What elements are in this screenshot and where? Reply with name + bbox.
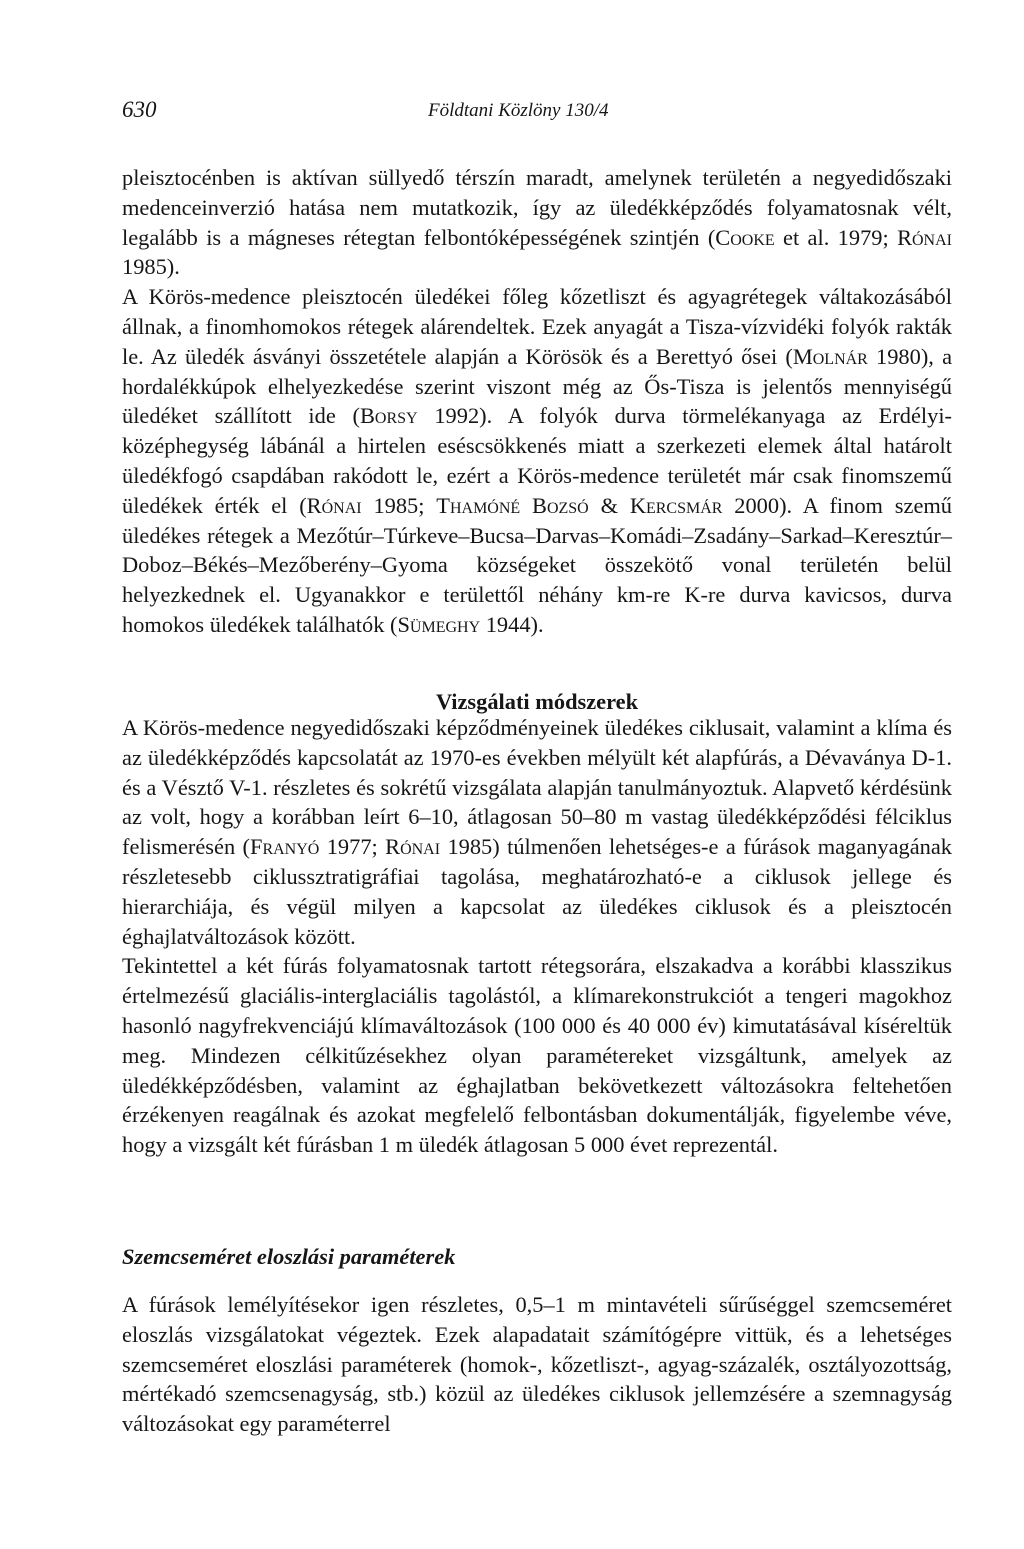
running-header [122,97,952,127]
text-run: 1985) túlmenően lehetséges-e a fúrások maganyagának részletesebb ciklussztratigráfiai tagolása, meghatározható-e a ciklusok jellege és hierarchiája, és végül milyen a kapcsolat az üledékes ciklusok és a pleisztocén éghajlatváltozások között. [122,834,952,949]
citation-author: Rónai [897,224,952,250]
citation-author: Cooke [715,224,775,250]
journal-title: Földtani Közlöny 130/4 [428,100,609,121]
text-run: 1985). [122,254,180,280]
citation-author: Rónai [306,492,362,518]
text-run: 1944). [480,611,544,637]
citation-author: Sümeghy [397,611,481,637]
text-run: 1980), a hordalékkúpok elhelyezkedése szerint viszont még az Ős-Tisza is jelentős mennyiségű üledéket szállított ide ( [122,343,953,429]
text-run: pleisztocénben is aktívan süllyedő térszín maradt, amelynek területén a negyedidőszaki medenceinverzió hatása nem mutatkozik, így az üledékképződés folyamatosnak vélt, legalább is a mágneses rétegtan felbontóképességének szintjén ( [122,165,952,250]
citation-author: Rónai [385,834,441,860]
subsection-heading-grain-size: Szemcseméret eloszlási paraméterek [122,1244,456,1269]
text-run: 1992). A folyók durva törmelékanyaga az Erdélyi-középhegység lábánál a hirtelen eséscsökkenés miatt a szerkezeti elemek által határolt üledékfogó csapdában rakódott le, ezért a Körös-medence területét már csak finomszemű üledékek érték el ( [122,403,953,518]
citation-author: Molnár [792,343,868,369]
text-run: 2000). A finom szemű üledékes rétegek a Mezőtúr–Túrkeve–Bucsa–Darvas–Komádi–Zsadány–Sarkad–Keresztúr–Doboz–Békés–Mezőberény–Gyoma községeket összekötő vonal területén belül helyezkednek el. Ugyanakkor e területtől néhány km-re K-re durva kavicsos, durva homokos üledékek találhatók ( [122,492,952,637]
citation-author: Thamóné Bozsó [436,492,589,518]
citation-author: Franyó [250,834,320,860]
text-run: A Körös-medence negyedidőszaki képződményeinek üledékes ciklusait, valamint a klíma és az üledékképződés kapcsolatát az 1970-es években mélyült két alapfúrás, a Dévaványa D-1. és a Vésztő V-1. részletes és sokrétű vizsgálata alapján tanulmányoztuk. Alapvető kérdésünk az volt, hogy a korábban leírt 6–10, átlagosan 50–80 m vastag üledékképződési félciklus felismerésén ( [122,715,952,860]
section-heading-methods: Vizsgálati módszerek [435,689,639,714]
citation-author: Kercsmár [629,492,723,518]
grain-size-text-block [122,1290,952,1439]
citation-author: Borsy [360,403,418,429]
intro-paragraph-2 [122,282,952,640]
grain-size-paragraph-1: A fúrások lemélyítésekor igen részletes, 0,5–1 m mintavételi sűrűséggel szemcseméret eloszlás vizsgálatokat végeztek. Ezek alapadatait számítógépre vittük, és a lehetséges szemcseméret eloszlási paraméterek (homok-, kőzetliszt-, agyag-százalék, osztályozottság, mértékadó szemcsenagyság, stb.) közül az üledékes ciklusok jellemzésére a szemnagyság változásokat egy paraméterrel [122,1292,952,1437]
intro-paragraph-1 [122,163,952,282]
methods-text-block [122,713,952,1160]
text-run: & [588,492,630,518]
text-run: 1977; [319,834,386,860]
methods-paragraph-2: Tekintettel a két fúrás folyamatosnak tartott rétegsorára, elszakadva a korábbi klasszikus értelmezésű glaciális-interglaciális tagolástól, a klímarekonstrukciót a tengeri magokhoz hasonló nagyfrekvenciájú klímaváltozások (100 000 és 40 000 év) kimutatásával kíséreltük meg. Mindezen célkitűzésekhez olyan paramétereket vizsgáltunk, amelyek az üledékképződésben, valamint az éghajlatban bekövetkezett változásokra feltehetően érzékenyen reagálnak és azokat megfelelő felbontásban dokumentálják, figyelembe véve, hogy a vizsgált két fúrásban 1 m üledék átlagosan 5 000 évet reprezentál. [122,953,952,1158]
text-run: A Körös-medence pleisztocén üledékei főleg kőzetliszt és agyagrétegek váltakozásából állnak, a finomhomokos rétegek alárendeltek. Ezek anyagát a Tisza-vízvidéki folyók rakták le. Az üledék ásványi összetétele alapján a Körösök és a Berettyó ősei ( [122,284,952,369]
text-run: et al. 1979; [774,224,898,250]
page-number: 630 [122,97,157,122]
methods-paragraph-1 [122,713,952,951]
text-run: 1985; [361,492,437,518]
intro-text-block [122,163,952,640]
